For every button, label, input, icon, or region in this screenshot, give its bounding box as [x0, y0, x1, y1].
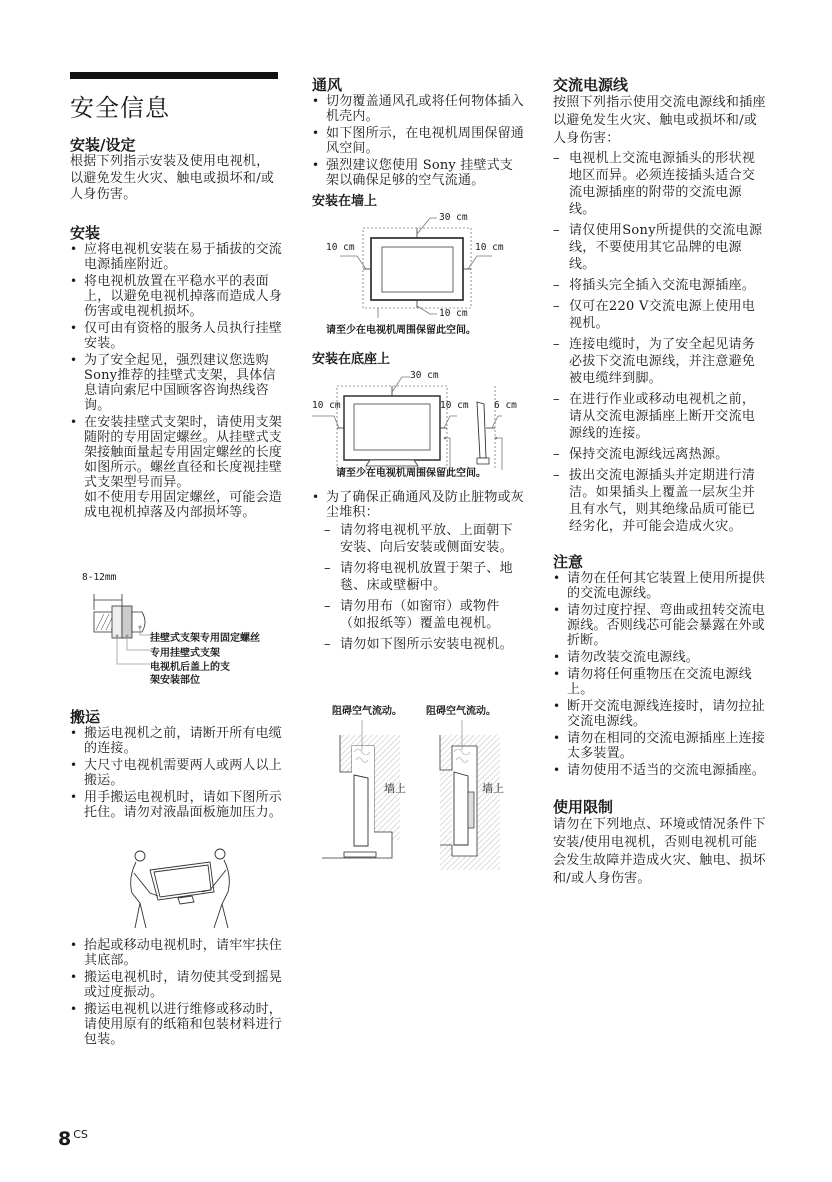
list-item: • 请勿将任何重物压在交流电源线上。: [553, 667, 767, 697]
ac-cord-intro: 按照下列指示使用交流电源线和插座以避免发生火灾、触电或损坏和/或人身伤害：: [553, 95, 766, 146]
list-item: • 搬运电视机时，请勿使其受到摇晃或过度振动。: [70, 970, 282, 1000]
dash-item: – 将插头完全插入交流电源插座。: [553, 277, 767, 294]
page-lang-code: CS: [73, 1128, 88, 1141]
ac-cord-list: [553, 150, 767, 535]
list-item: • 断开交流电源线连接时，请勿拉扯交流电源线。: [553, 699, 767, 729]
stand-heading-wrap: [312, 352, 526, 368]
list-item: • 请勿在任何其它装置上使用所提供的交流电源线。: [553, 571, 767, 601]
transport-section-2: [70, 938, 282, 1049]
screw-label-1: 挂壁式支架专用固定螺丝: [150, 633, 260, 644]
list-item: • 搬运电视机之前，请断开所有电缆的连接。: [70, 726, 282, 756]
wall-mount-heading: 安装在墙上: [312, 194, 378, 209]
usage-limits-heading: 使用限制: [553, 798, 614, 816]
stand-side-clearance: 6 cm: [494, 400, 517, 411]
ventilation-heading: 通风: [312, 76, 343, 94]
page-title: 安全信息: [70, 94, 170, 122]
list-item: • 将电视机放置在平稳水平的表面上，以避免电视机掉落而造成人身伤害或电视机损坏。: [70, 274, 282, 319]
stand-top-clearance: 30 cm: [410, 370, 439, 381]
column-1: [70, 136, 282, 522]
screw-dimension: 8-12mm: [82, 572, 117, 583]
dash-item: – 保持交流电源线远离热源。: [553, 446, 767, 463]
list-item: [312, 490, 526, 653]
list-item: • 搬运电视机以进行维修或移动时，请使用原有的纸箱和包装材料进行包装。: [70, 1002, 282, 1047]
list-item: [70, 415, 282, 520]
page-number: [58, 1128, 88, 1150]
screw-label-3: 电视机后盖上的支: [150, 662, 230, 673]
stand-right-clearance: 10 cm: [440, 400, 469, 411]
screw-note: 如不使用专用固定螺丝，可能会造成电视机掉落及内部损坏等。: [84, 489, 283, 520]
usage-limits-text: 请勿在下列地点、环境或情况条件下安装/使用电视机，否则电视机可能会发生故障并造成火灾、触电、损坏和/或人身伤害。: [553, 817, 766, 886]
dash-item: – 请仅使用Sony所提供的交流电源线，不要使用其它品牌的电源线。: [553, 222, 767, 273]
list-item: • 如下图所示，在电视机周围保留通风空间。: [312, 126, 526, 156]
dash-item: – 仅可在220 V交流电源上使用电视机。: [553, 298, 767, 332]
stand-mount-diagram: [312, 372, 526, 480]
airflow-label-left: 阻碍空气流动。: [332, 706, 402, 717]
list-item: • 抬起或移动电视机时，请牢牢扶住其底部。: [70, 938, 282, 968]
stand-left-clearance: 10 cm: [312, 400, 341, 411]
install-list: [70, 242, 282, 520]
list-item: • 仅可由有资格的服务人员执行挂壁安装。: [70, 321, 282, 351]
list-item: • 请勿在相同的交流电源插座上连接太多装置。: [553, 731, 767, 761]
install-setup-heading: 安装/设定: [70, 136, 136, 154]
list-item: • 用手搬运电视机时，请如下图所示托住。请勿对液晶面板施加压力。: [70, 790, 282, 820]
ventilation-warning: [312, 490, 526, 657]
caution-heading: 注意: [553, 553, 584, 571]
transport-list-2: [70, 938, 282, 1047]
page-number-value: 8: [58, 1128, 72, 1150]
carrying-tv-illustration: [110, 848, 260, 930]
list-item: • 为了安全起见，强烈建议您选购Sony推荐的挂壁式支架，具体信息请向索尼中国顾客咨询热线咨询。: [70, 353, 282, 413]
dash-item: – 请勿将电视机放置于架子、地毯、床或壁橱中。: [324, 560, 526, 594]
list-item: • 强烈建议您使用 Sony 挂壁式支架以确保足够的空气流通。: [312, 158, 526, 188]
list-item: • 大尺寸电视机需要两人或两人以上搬运。: [70, 758, 282, 788]
dash-item: – 请勿用布（如窗帘）或物件（如报纸等）覆盖电视机。: [324, 598, 526, 632]
screw-diagram: [70, 572, 300, 692]
dash-item: – 请勿如下图所示安装电视机。: [324, 636, 526, 653]
title-rule: [70, 72, 278, 79]
ac-cord-section: [553, 76, 767, 888]
install-heading: 安装: [70, 223, 101, 242]
ventilation-dash-list: [324, 522, 526, 653]
ventilation-warning-list: [312, 490, 526, 653]
transport-heading: 搬运: [70, 708, 101, 726]
list-item: • 请勿改装交流电源线。: [553, 650, 767, 665]
wall-caption: 请至少在电视机周围保留此空间。: [326, 325, 476, 336]
list-item: • 切勿覆盖通风孔或将任何物体插入机壳内。: [312, 94, 526, 124]
screw-label-4: 架安装部位: [150, 675, 200, 686]
dash-item: – 请勿将电视机平放、上面朝下安装、向后安装或侧面安装。: [324, 522, 526, 556]
wall-top-clearance: 30 cm: [439, 212, 468, 223]
caution-list: [553, 571, 767, 778]
wall-mount-diagram: [312, 210, 526, 335]
dash-item: – 拔出交流电源插头并定期进行清洁。如果插头上覆盖一层灰尘并且有水气，则其绝缘品质可能已经劣化，并可能会造成火灾。: [553, 467, 767, 535]
ventilation-list: [312, 94, 526, 188]
list-item: • 请勿使用不适当的交流电源插座。: [553, 763, 767, 778]
ventilation-section: [312, 76, 526, 210]
wall-right-clearance: 10 cm: [475, 242, 504, 253]
stand-mount-heading: 安装在底座上: [312, 352, 391, 367]
wall-clearance-icon: [312, 210, 526, 335]
list-item-text: 在安装挂壁式支架时，请使用支架随附的专用固定螺丝。从挂壁式支架接触面量起专用固定螺丝的长度如图所示。螺丝直径和长度视挂壁式支架型号而异。: [84, 414, 283, 490]
list-item: • 应将电视机安装在易于插拔的交流电源插座附近。: [70, 242, 282, 272]
wall-label-right: 墙上: [482, 782, 504, 795]
transport-section: [70, 708, 282, 822]
screw-label-2: 专用挂壁式支架: [150, 648, 220, 659]
dash-item: – 连接电缆时，为了安全起见请务必拔下交流电源线，并注意避免被电缆绊到脚。: [553, 336, 767, 387]
stand-caption: 请至少在电视机周围保留此空间。: [336, 468, 486, 479]
dash-item: – 电视机上交流电源插头的形状视地区而异。必须连接插头适合交流电源插座的附带的交流电源线。: [553, 150, 767, 218]
list-item-text: 为了确保正确通风及防止脏物或灰尘堆积：: [326, 490, 525, 520]
airflow-label-right: 阻碍空气流动。: [426, 706, 496, 717]
airflow-diagram: [322, 700, 522, 870]
list-item: • 请勿过度拧捏、弯曲或扭转交流电源线。否则线芯可能会暴露在外或折断。: [553, 603, 767, 648]
screw-icon: [70, 572, 160, 682]
wall-label-left: 墙上: [384, 782, 406, 795]
wall-bottom-clearance: 10 cm: [439, 308, 468, 319]
wall-left-clearance: 10 cm: [326, 242, 355, 253]
dash-item: – 在进行作业或移动电视机之前，请从交流电源插座上断开交流电源线的连接。: [553, 391, 767, 442]
ac-cord-heading: 交流电源线: [553, 76, 629, 94]
transport-list: [70, 726, 282, 820]
install-setup-intro: 根据下列指示安装及使用电视机，以避免发生火灾、触电或损坏和/或人身伤害。: [70, 154, 275, 202]
